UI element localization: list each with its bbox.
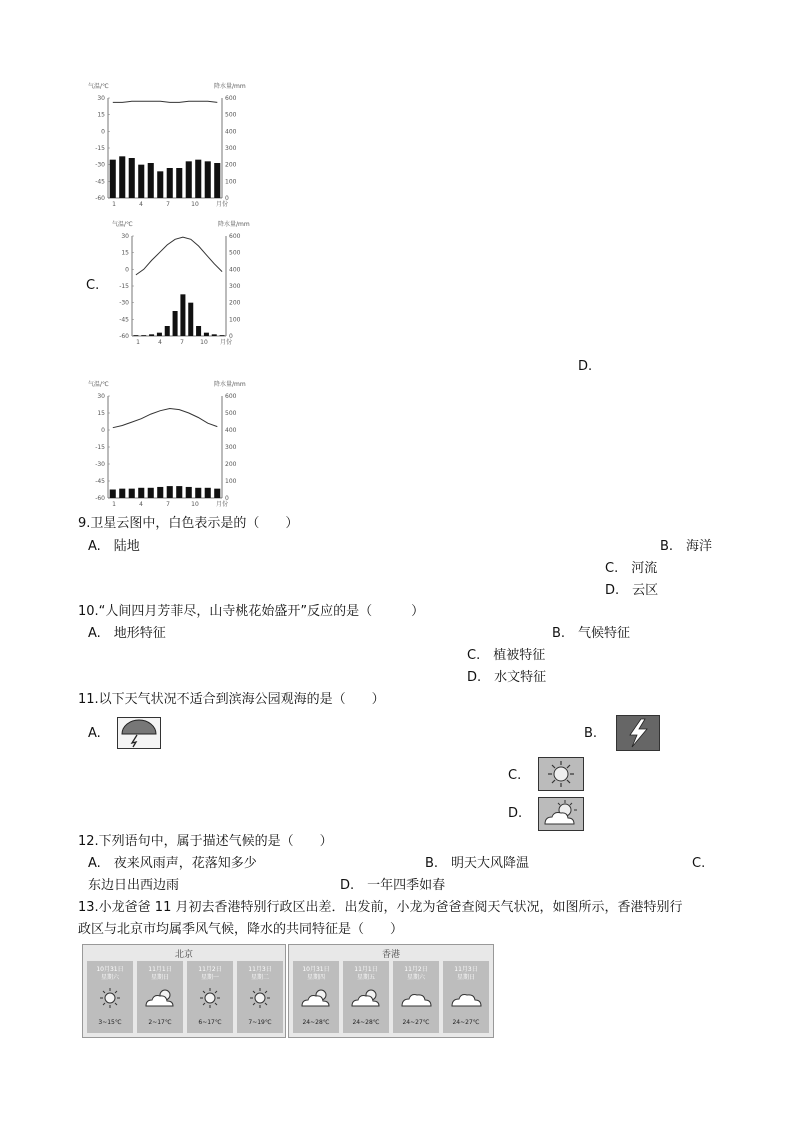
month-tick: 7 <box>166 501 170 508</box>
q9-option-a[interactable]: A. 陆地 <box>88 539 140 554</box>
precip-bar <box>205 161 211 198</box>
precip-bar <box>138 165 144 198</box>
precip-tick: 600 <box>229 233 241 240</box>
q12-option-b[interactable]: B. 明天大风降温 <box>425 856 530 871</box>
precip-bar <box>188 303 193 336</box>
hongkong-city-title: 香港 <box>381 950 400 960</box>
precip-tick: 300 <box>225 444 237 451</box>
cloudy-icon <box>137 987 183 1013</box>
precip-tick: 300 <box>229 283 241 290</box>
climate-chart-d-svg <box>88 378 248 510</box>
cloudy-icon <box>293 987 339 1013</box>
precip-bar <box>133 335 138 336</box>
sunny-icon <box>237 987 283 1013</box>
lightning-svg <box>617 716 659 750</box>
precip-axis-label: 降水量/mm <box>214 381 246 388</box>
day-temperature: 7~19℃ <box>248 1019 272 1026</box>
weather-day-card <box>187 961 233 1033</box>
day-weekday: 星期一 <box>200 974 219 981</box>
precip-bar <box>186 487 192 498</box>
day-temperature: 3~15℃ <box>98 1019 122 1026</box>
hongkong-panel <box>288 944 494 1038</box>
precip-bar <box>195 488 201 498</box>
month-tick: 4 <box>158 339 162 346</box>
day-weekday: 星期六 <box>100 974 119 981</box>
precip-bar <box>196 326 201 336</box>
precip-bar <box>205 488 211 498</box>
sunny-icon <box>87 987 133 1013</box>
temp-tick: 0 <box>101 128 105 136</box>
precip-bar <box>110 160 116 198</box>
q12-option-a[interactable]: A. 夜来风雨声，花落知多少 <box>88 856 257 871</box>
month-tick: 月份 <box>219 339 233 346</box>
q11-stem: 11.以下天气状况不适合到滨海公园观海的是（ ） <box>78 692 385 707</box>
precip-bar <box>157 487 163 498</box>
temp-tick: 0 <box>101 427 105 434</box>
weather-day-card <box>137 961 183 1033</box>
day-date: 10月31日 <box>302 966 330 973</box>
day-temperature: 24~28℃ <box>352 1019 380 1026</box>
q10-stem: 10.“人间四月芳菲尽，山寺桃花始盛开”反应的是（ ） <box>78 604 425 619</box>
day-weekday: 星期六 <box>406 974 425 981</box>
weather-day-card <box>393 961 439 1033</box>
q10-option-c[interactable]: C. 植被特征 <box>467 648 546 663</box>
q13-stem-line2: 政区与北京市均属季风气候，降水的共同特征是（ ） <box>78 922 404 937</box>
day-date: 11月2日 <box>404 966 428 973</box>
day-date: 11月3日 <box>454 966 478 973</box>
precip-tick: 0 <box>225 195 229 202</box>
precip-bar <box>149 334 154 336</box>
temp-tick: -15 <box>119 283 129 290</box>
precip-tick: 100 <box>229 316 241 324</box>
sunny-svg <box>539 758 583 790</box>
q13-stem-line1: 13.小龙爸爸 11 月初去香港特别行政区出差．出发前，小龙为爸爸查阅天气状况，如图所示，香港特别行 <box>78 900 683 915</box>
precip-bar <box>165 326 170 336</box>
temp-axis-label: 气温/℃ <box>112 221 133 228</box>
temp-tick: -60 <box>119 333 129 340</box>
precip-bar <box>204 333 209 336</box>
precip-tick: 0 <box>225 495 229 502</box>
precip-bar <box>173 311 178 336</box>
partly-cloudy-svg <box>539 798 583 830</box>
temp-tick: 15 <box>121 249 129 257</box>
q12-option-d[interactable]: D. 一年四季如春 <box>340 878 446 893</box>
precip-bar <box>186 161 192 198</box>
day-date: 11月3日 <box>248 966 272 973</box>
temp-tick: -45 <box>119 316 129 324</box>
thunderstorm-rain-svg <box>118 718 160 748</box>
precip-bar <box>138 488 144 498</box>
precip-bar <box>176 486 182 498</box>
precip-tick: 200 <box>225 161 237 169</box>
temp-tick: 30 <box>97 95 105 102</box>
precip-bar <box>148 163 154 198</box>
precip-bar <box>141 335 146 336</box>
day-date: 11月1日 <box>148 966 172 973</box>
month-tick: 7 <box>166 201 170 208</box>
month-tick: 4 <box>139 201 143 208</box>
chart-c-label: C. <box>86 278 100 293</box>
q12-option-c-text[interactable]: 东边日出西边雨 <box>88 878 180 893</box>
weather-day-card <box>443 961 489 1033</box>
q9-stem: 9.卫星云图中，白色表示是的（ ） <box>78 516 299 531</box>
weather-day-card <box>343 961 389 1033</box>
day-weekday: 星期日 <box>150 974 169 981</box>
temp-tick: 30 <box>97 393 105 400</box>
precip-tick: 200 <box>229 299 241 307</box>
climate-chart-c-svg <box>112 218 252 348</box>
cloudy-icon <box>343 987 389 1013</box>
precip-bar <box>119 489 125 498</box>
day-date: 11月1日 <box>354 966 378 973</box>
q11-option-b[interactable]: B. <box>584 726 598 741</box>
precip-tick: 600 <box>225 393 237 400</box>
month-tick: 1 <box>136 339 140 346</box>
day-date: 10月31日 <box>96 966 124 973</box>
temp-tick: -60 <box>95 195 105 202</box>
climate-chart-b <box>88 80 248 210</box>
month-tick: 10 <box>200 339 208 346</box>
precip-tick: 500 <box>229 249 241 257</box>
month-tick: 7 <box>180 339 184 346</box>
temp-tick: 30 <box>121 233 129 240</box>
q9-option-b[interactable]: B. 海洋 <box>660 539 713 554</box>
precip-bar <box>119 156 125 198</box>
day-temperature: 24~27℃ <box>402 1019 430 1026</box>
q9-option-c[interactable]: C. 河流 <box>605 561 658 576</box>
q11-option-a[interactable]: A. <box>88 726 101 741</box>
day-weekday: 星期日 <box>456 974 475 981</box>
q10-option-a[interactable]: A. 地形特征 <box>88 626 166 641</box>
precip-axis-label: 降水量/mm <box>218 221 250 228</box>
precip-bar <box>167 486 173 498</box>
precip-bar <box>212 334 217 336</box>
precip-bar <box>167 168 173 198</box>
precip-tick: 400 <box>225 128 237 136</box>
lightning-icon[interactable] <box>616 715 660 751</box>
day-weekday: 星期四 <box>306 974 325 981</box>
q11-option-d[interactable]: D. <box>508 806 523 821</box>
temp-tick: -45 <box>95 478 105 485</box>
beijing-city-title: 北京 <box>174 950 193 960</box>
precip-tick: 0 <box>229 333 233 340</box>
q11-option-c[interactable]: C. <box>508 768 522 783</box>
month-tick: 10 <box>191 201 199 208</box>
day-weekday: 星期五 <box>356 974 375 981</box>
temp-tick: -30 <box>95 461 105 468</box>
weather-day-card <box>293 961 339 1033</box>
day-temperature: 6~17℃ <box>198 1019 222 1026</box>
precip-tick: 200 <box>225 461 237 468</box>
precip-tick: 500 <box>225 410 237 417</box>
thunderstorm-rain-icon[interactable] <box>117 717 161 749</box>
day-weekday: 星期二 <box>250 974 269 981</box>
temp-tick: -15 <box>95 444 105 451</box>
precip-bar <box>157 333 162 336</box>
day-date: 11月2日 <box>198 966 222 973</box>
precip-bar <box>148 488 154 498</box>
precip-tick: 400 <box>225 427 237 434</box>
weather-day-card <box>87 961 133 1033</box>
precip-bar <box>214 163 220 198</box>
month-tick: 1 <box>112 501 116 508</box>
precip-tick: 100 <box>225 178 237 186</box>
precip-bar <box>195 160 201 198</box>
climate-chart-b-svg <box>88 80 248 210</box>
precip-tick: 600 <box>225 95 237 102</box>
q12-option-c[interactable]: C. <box>692 856 706 871</box>
overcast-icon <box>443 987 489 1013</box>
chart-d-label: D. <box>578 359 593 374</box>
day-temperature: 2~17℃ <box>148 1019 172 1026</box>
weather-day-card <box>237 961 283 1033</box>
q12-stem: 12.下列语句中，属于描述气候的是（ ） <box>78 834 333 849</box>
precip-tick: 100 <box>225 478 237 485</box>
temp-line <box>136 237 222 275</box>
q10-option-b[interactable]: B. 气候特征 <box>552 626 631 641</box>
temp-tick: 15 <box>97 410 105 417</box>
precip-axis-label: 降水量/mm <box>214 83 246 90</box>
weather-forecast-image <box>82 944 492 1036</box>
precip-tick: 300 <box>225 145 237 152</box>
precip-bar <box>214 489 220 498</box>
temp-axis-label: 气温/℃ <box>88 381 109 388</box>
month-tick: 1 <box>112 201 116 208</box>
temp-tick: -30 <box>95 161 105 169</box>
day-temperature: 24~27℃ <box>452 1019 480 1026</box>
q10-option-d[interactable]: D. 水文特征 <box>467 670 547 685</box>
day-temperature: 24~28℃ <box>302 1019 330 1026</box>
temp-tick: -60 <box>95 495 105 502</box>
overcast-icon <box>393 987 439 1013</box>
precip-bar <box>157 171 163 198</box>
temp-tick: -30 <box>119 299 129 307</box>
temp-line <box>113 101 218 102</box>
q9-option-d[interactable]: D. 云区 <box>605 583 659 598</box>
climate-chart-c <box>112 218 252 348</box>
precip-bar <box>176 168 182 198</box>
temp-tick: -45 <box>95 178 105 186</box>
precip-bar <box>129 489 135 498</box>
temp-tick: 15 <box>97 111 105 119</box>
beijing-panel <box>82 944 286 1038</box>
temp-tick: 0 <box>125 266 129 274</box>
precip-tick: 500 <box>225 111 237 119</box>
partly-cloudy-icon[interactable] <box>538 797 584 831</box>
sunny-icon[interactable] <box>538 757 584 791</box>
precip-bar <box>110 490 116 499</box>
temp-tick: -15 <box>95 145 105 152</box>
precip-tick: 400 <box>229 266 241 274</box>
month-tick: 4 <box>139 501 143 508</box>
month-tick: 10 <box>191 501 199 508</box>
precip-bar <box>220 335 225 336</box>
temp-line <box>113 409 218 428</box>
sunny-icon <box>187 987 233 1013</box>
month-tick: 月份 <box>215 201 229 208</box>
month-tick: 月份 <box>215 501 229 508</box>
precip-bar <box>180 294 185 336</box>
precip-bar <box>129 158 135 198</box>
climate-chart-d <box>88 378 248 510</box>
temp-axis-label: 气温/℃ <box>88 83 109 90</box>
